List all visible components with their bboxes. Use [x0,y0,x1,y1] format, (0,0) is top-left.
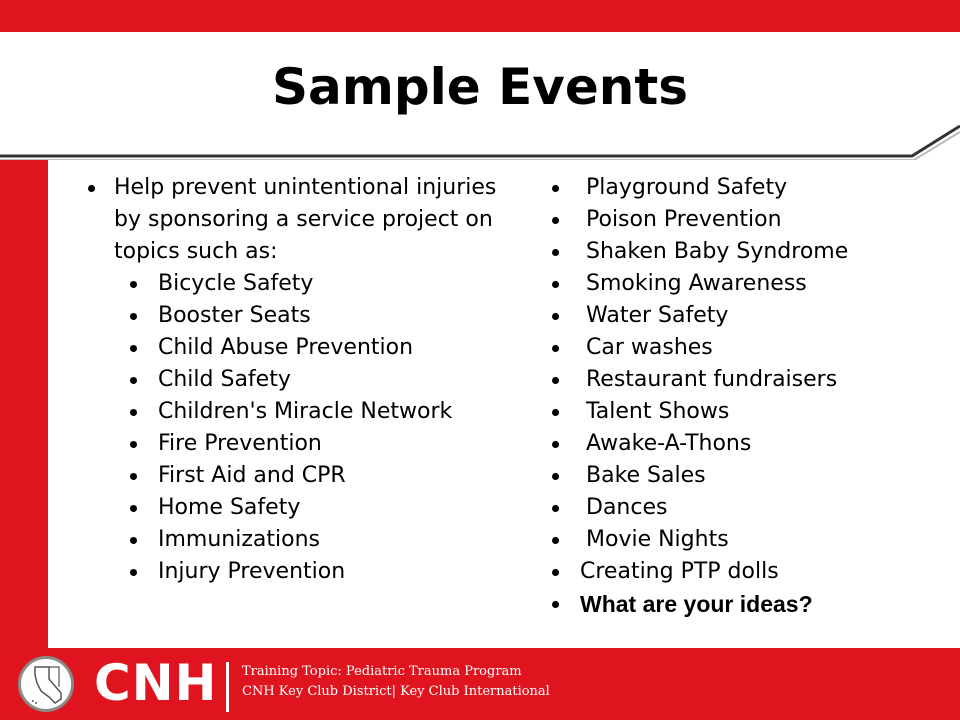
footer-divider [226,662,229,712]
list-item-label: Dances [586,495,668,520]
list-item [70,556,510,588]
list-item-label: Awake-A-Thons [586,431,752,456]
list-item [540,172,940,204]
bullet-icon [552,249,559,256]
list-item [70,396,510,428]
list-item [70,428,510,460]
bullet-icon [552,185,559,192]
list-item [540,492,940,524]
list-item-label: First Aid and CPR [158,463,346,488]
intro-item [70,172,510,268]
list-item-label: Smoking Awareness [586,271,807,296]
bullet-icon [552,377,559,384]
footer-brand: CNH [94,654,218,712]
bullet-icon [552,537,559,544]
bullet-icon [552,505,559,512]
top-red-bar [0,0,960,32]
list-item [540,332,940,364]
list-item [70,364,510,396]
footer-organization: CNH Key Club District| Key Club International [242,684,550,699]
list-item [540,364,940,396]
list-item-label: Injury Prevention [158,559,346,584]
list-item-label: Playground Safety [586,175,788,200]
bullet-icon [130,537,137,544]
list-item [70,492,510,524]
list-item [540,204,940,236]
list-item [70,300,510,332]
list-item-label: Talent Shows [586,399,730,424]
footer-training-topic: Training Topic: Pediatric Trauma Program [242,664,522,679]
intro-text: Help prevent unintentional injuries by sponsoring a service project on topics such as: [114,175,497,264]
bullet-icon [130,441,137,448]
list-item [70,268,510,300]
list-item-label: Car washes [586,335,713,360]
bullet-icon [130,505,137,512]
bullet-icon [552,601,559,608]
list-item-label: Bake Sales [586,463,706,488]
page-title: Sample Events [271,58,688,116]
list-item [540,396,940,428]
list-item [70,332,510,364]
list-item-label: Immunizations [158,527,320,552]
bullet-icon [130,473,137,480]
list-item [540,300,940,332]
california-nevada-hawaii-map-icon [18,656,74,712]
list-item-label: Bicycle Safety [158,271,314,296]
list-item-label: Creating PTP dolls [580,559,779,584]
bullet-icon [130,313,137,320]
list-item-label: Home Safety [158,495,301,520]
list-item-label: Movie Nights [586,527,729,552]
list-item-label: Child Abuse Prevention [158,335,414,360]
bullet-icon [88,185,95,192]
bullet-icon [552,473,559,480]
list-item-label: Water Safety [586,303,729,328]
bullet-icon [552,345,559,352]
bullet-icon [130,569,137,576]
list-item [540,556,940,588]
list-item-label: Shaken Baby Syndrome [586,239,849,264]
list-item [540,428,940,460]
list-item-label: Fire Prevention [158,431,322,456]
bullet-icon [552,217,559,224]
list-item [540,236,940,268]
list-item-label: Poison Prevention [586,207,782,232]
bullet-icon [552,409,559,416]
list-item [70,460,510,492]
bullet-icon [552,281,559,288]
bullet-icon [552,313,559,320]
list-item-highlight [540,588,940,620]
bullet-icon [130,345,137,352]
list-item-label: Child Safety [158,367,291,392]
list-item-label: What are your ideas? [580,591,813,617]
list-item [70,524,510,556]
right-column [540,172,940,620]
bullet-icon [552,441,559,448]
bullet-icon [130,281,137,288]
left-column [70,172,510,588]
list-item-label: Booster Seats [158,303,311,328]
list-item-label: Restaurant fundraisers [586,367,838,392]
list-item-label: Children's Miracle Network [158,399,453,424]
list-item [540,524,940,556]
bullet-icon [130,409,137,416]
bullet-icon [552,569,559,576]
list-item [540,460,940,492]
list-item [540,268,940,300]
map-outline [31,665,67,705]
bullet-icon [130,377,137,384]
